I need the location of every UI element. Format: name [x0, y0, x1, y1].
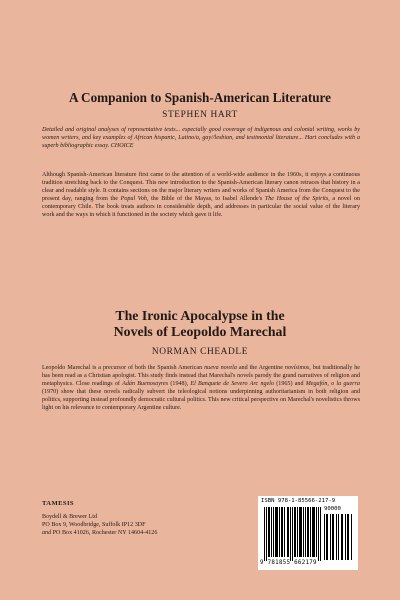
text-run: The House of the Spirits	[264, 196, 329, 202]
text-run: , a novel on contemporary Chile. The book treats authors in considerable depth, and addresses in particular the social value of the literary work and the ways in which it functioned in the society which gave it life.	[42, 196, 360, 218]
text-run: (1965) and	[274, 381, 306, 387]
text-run: Adán Buenosayres	[122, 381, 169, 387]
price-code: 90000	[324, 506, 341, 512]
text-run: Although Spanish-American literature first came to the attention of a world-wide audience in the 1960s, it enjoys a continuous tradition stretching back to the Conquest. This new introduction to the Spanish-American literary canon retraces that history in a clear and readable style. It contains sections on the major literary writers and works of Spanish America from the Conquest to the present day, ranging from the	[42, 172, 360, 202]
text-run: El Banquete de Severo Arc ngelo	[190, 381, 275, 387]
book1-author: STEPHEN HART	[162, 110, 238, 120]
text-run: (1970) show that these novels radically subvert the teleological notions underpinning authoritarianism in both religion and politics, supporting instead profoundly democratic cultural politics. This new critical perspective on Marechal's novelistics throws light on his relevance to contemporary Argentine culture.	[42, 389, 360, 411]
text-run: CHOICE	[110, 143, 134, 149]
publisher-address-2	[42, 529, 232, 537]
text-run: nueva novela	[204, 365, 237, 371]
ean-digits: 9 781855 662179	[260, 560, 317, 566]
book2-title	[40, 308, 360, 340]
text-run: (1948),	[168, 381, 191, 387]
book1-title: A Companion to Spanish-American Literature	[68, 90, 332, 105]
publisher-block	[42, 500, 232, 537]
text-run: Detailed and original analyses of representative texts... especially good coverage of indigenous and colonial writing, works by women writers, and key examples of African hispanic, Latino/a, gay//lesbian, and testimonial literature... Hart concludes with a superb bibliographic essay.	[42, 127, 360, 149]
publisher-address-and: and	[42, 530, 52, 536]
publisher-address-2-rest: PO Box 41026, Rochester NY 14604-4126	[51, 530, 158, 536]
isbn-barcode	[258, 496, 358, 570]
price-addon-bars	[324, 514, 354, 560]
text-run: novísimos	[284, 365, 310, 371]
text-run: Leopoldo Marechal is a precursor of both the Spanish American	[42, 365, 205, 371]
book1-review	[42, 126, 360, 150]
book2-author: NORMAN CHEADLE	[151, 347, 249, 357]
text-run: Megafón, o la guerra	[305, 381, 360, 387]
book2-title-line2: Novels of Leopoldo Marechal	[113, 324, 287, 339]
isbn-label: ISBN 978-1-85566-217-9	[261, 498, 336, 504]
text-run: , but traditionally he has been read as a Christian apologist. This study finds instead that Marechal's novels parody the grand narratives of religion and metaphysics. Close readings of	[42, 365, 360, 387]
book2-title-line1: The Ironic Apocalypse in the	[115, 308, 285, 323]
ean-barcode-bars	[264, 507, 322, 561]
book1-description	[42, 171, 360, 219]
publisher-address-1: PO Box 9, Woodbridge, Suffolk IP12 3DF	[42, 522, 146, 528]
publisher-name: Boydell & Brewer Ltd	[42, 514, 98, 520]
text-run: and the Argentine	[236, 365, 285, 371]
text-run: , the Bible of the Mayas, to Isabel Allende's	[146, 196, 265, 202]
book2-description	[42, 364, 360, 412]
text-run: Popul Voh	[120, 196, 147, 202]
publisher-logo: TAMESIS	[42, 500, 74, 507]
